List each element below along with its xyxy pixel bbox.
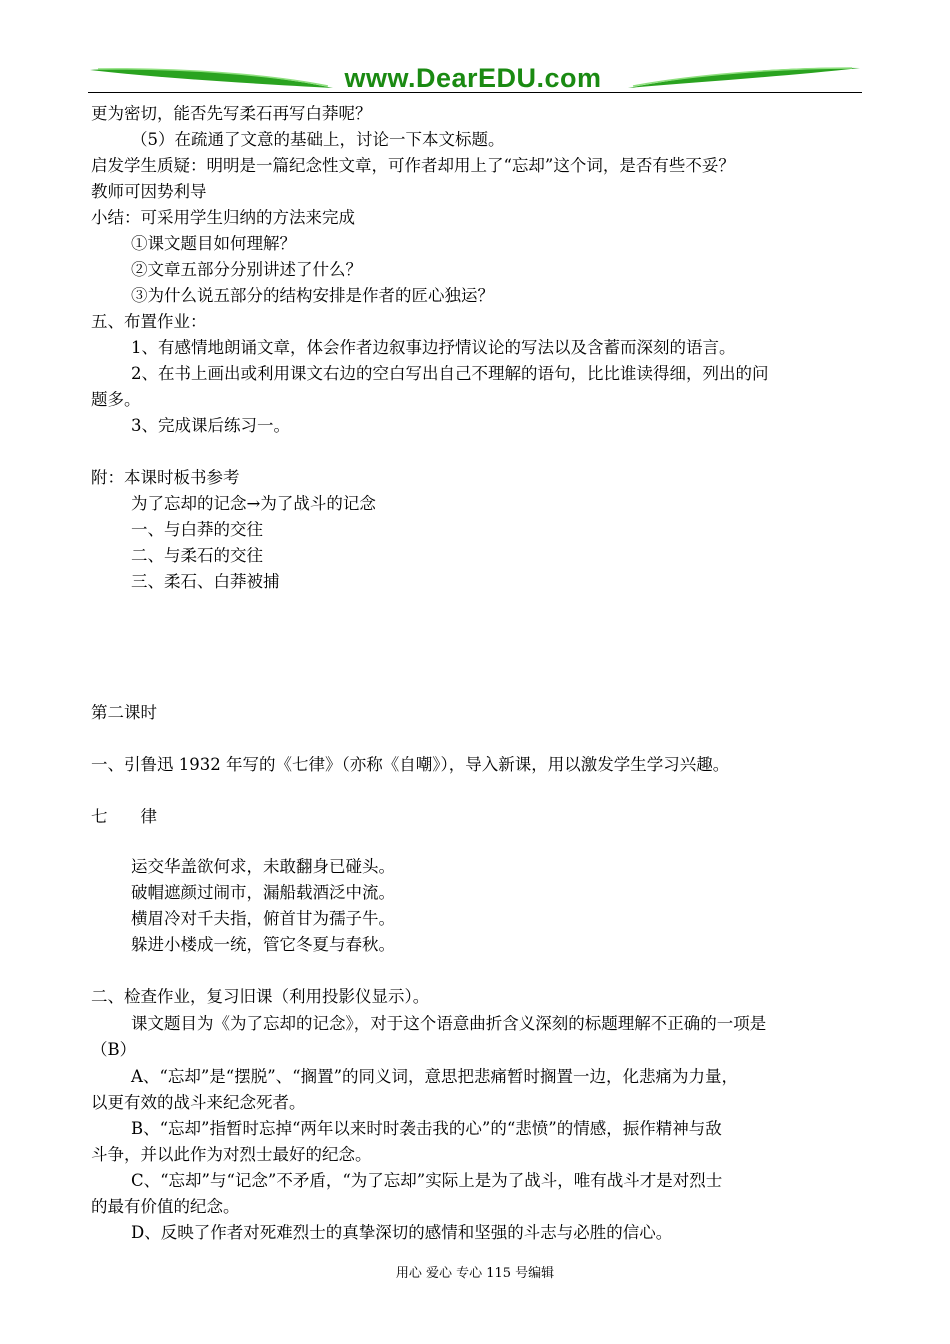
text-line: 教师可因势利导 [91, 182, 207, 201]
text-line: ③为什么说五部分的结构安排是作者的匠心独运？ [131, 286, 494, 305]
poem-title: 七 律 [91, 807, 157, 826]
option-a: A、“忘却”是“摆脱”、“搁置”的同义词，意思把悲痛暂时搁置一边，化悲痛为力量， [131, 1067, 739, 1086]
text-line: （5）在疏通了文意的基础上，讨论一下本文标题。 [131, 130, 505, 149]
text-line: 2、在书上画出或利用课文右边的空白写出自己不理解的语句，比比谁读得细，列出的问 [131, 364, 769, 383]
text-line: ②文章五部分分别讲述了什么？ [131, 260, 362, 279]
option-b: B、“忘却”指暂时忘掉“两年以来时时袭击我的心”的“悲愤”的情感，振作精神与敌 [131, 1119, 722, 1138]
text-line: 三、柔石、白莽被捕 [131, 572, 280, 591]
option-d: D、反映了作者对死难烈士的真挚深切的感情和坚强的斗志与必胜的信心。 [131, 1223, 673, 1242]
section-heading: 二、检查作业，复习旧课（利用投影仪显示）。 [91, 987, 430, 1006]
text-line: 一、与白莽的交往 [131, 520, 263, 539]
text-line: 1、有感情地朗诵文章，体会作者边叙事边抒情议论的写法以及含蓄而深刻的语言。 [131, 338, 736, 357]
text-line: 斗争，并以此作为对烈士最好的纪念。 [91, 1145, 372, 1164]
text-line: 小结：可采用学生归纳的方法来完成 [91, 208, 355, 227]
text-line: 二、与柔石的交往 [131, 546, 263, 565]
text-line: 的最有价值的纪念。 [91, 1197, 240, 1216]
text-line: ①课文题目如何理解？ [131, 234, 296, 253]
appendix-heading: 附：本课时板书参考 [91, 468, 240, 487]
poem-line: 横眉冷对千夫指，俯首甘为孺子牛。 [131, 909, 395, 928]
poem-line: 躲进小楼成一统，管它冬夏与春秋。 [131, 935, 395, 954]
page-footer: 用心 爱心 专心 115 号编辑 [395, 1266, 555, 1281]
option-c: C、“忘却”与“记念”不矛盾，“为了忘却”实际上是为了战斗，唯有战斗才是对烈士 [131, 1171, 723, 1190]
text-line: 以更有效的战斗来纪念死者。 [91, 1093, 306, 1112]
poem-line: 破帽遮颜过闹市，漏船载酒泛中流。 [131, 883, 395, 902]
text-line: 更为密切，能否先写柔石再写白莽呢？ [91, 104, 372, 123]
text-line: 题多。 [91, 390, 141, 409]
text-line: 3、完成课后练习一。 [131, 416, 290, 435]
text-line: 启发学生质疑：明明是一篇纪念性文章，可作者却用上了“忘却”这个词，是否有些不妥？ [91, 156, 735, 175]
site-logo[interactable]: www.DearEDU.com [344, 63, 602, 93]
poem-line: 运交华盖欲何求，未敢翻身已碰头。 [131, 857, 395, 876]
header-rule [88, 92, 862, 93]
text-line: 一、引鲁迅 1932 年写的《七律》（亦称《自嘲》），导入新课，用以激发学生学习兴趣。 [91, 755, 730, 774]
text-line: 为了忘却的记念→为了战斗的记念 [131, 494, 376, 513]
text-line: （B） [91, 1040, 137, 1059]
lesson-heading: 第二课时 [91, 703, 157, 722]
text-line: 课文题目为《为了忘却的记念》，对于这个语意曲折含义深刻的标题理解不正确的一项是 [131, 1014, 767, 1033]
section-heading: 五、布置作业： [91, 312, 207, 331]
